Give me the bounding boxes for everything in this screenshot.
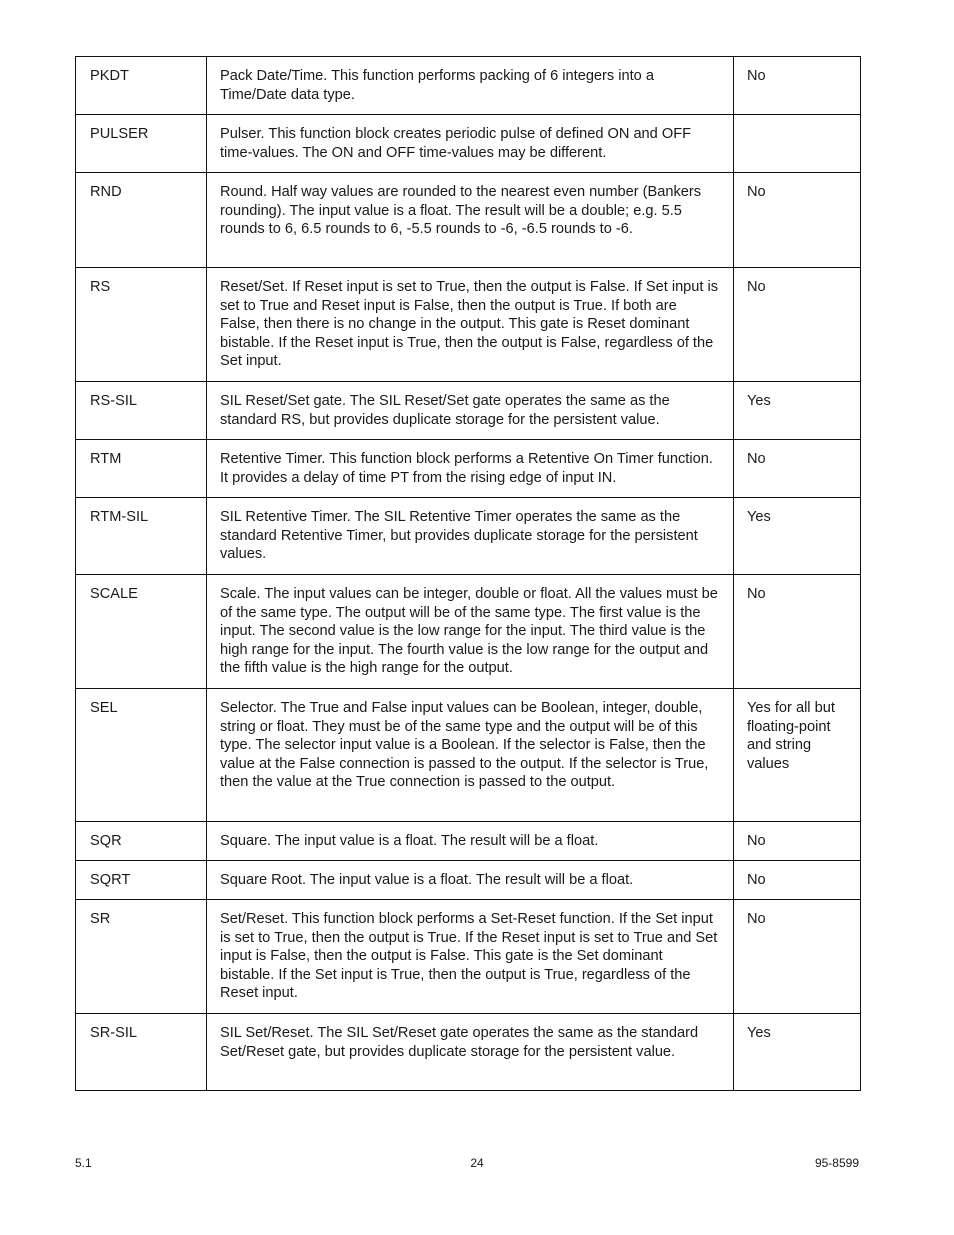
table-row [76,382,861,440]
function-name: RTM [76,440,207,498]
function-description: Square. The input value is a float. The result will be a float. [207,822,734,861]
function-name: RND [76,173,207,268]
sil-support: No [734,268,861,382]
function-name: SQR [76,822,207,861]
function-description: SIL Reset/Set gate. The SIL Reset/Set gate operates the same as the standard RS, but provides duplicate storage for the persistent value. [207,382,734,440]
function-description: Round. Half way values are rounded to the nearest even number (Bankers rounding). The input value is a float. The result will be a double; e.g. 5.5 rounds to 6, 6.5 rounds to 6, -5.5 rounds to -6, -6.5 rounds to -6. [207,173,734,268]
footer-page-number: 24 [470,1156,484,1170]
sil-support: No [734,900,861,1014]
table-row [76,575,861,689]
table-row [76,173,861,268]
function-table-body [76,57,861,1091]
function-description: Square Root. The input value is a float. The result will be a float. [207,861,734,900]
table-row [76,498,861,575]
sil-support: No [734,822,861,861]
sil-support: No [734,440,861,498]
sil-support: No [734,57,861,115]
function-name: SR-SIL [76,1014,207,1091]
table-row [76,1014,861,1091]
function-description: SIL Set/Reset. The SIL Set/Reset gate operates the same as the standard Set/Reset gate, but provides duplicate storage for the persistent value. [207,1014,734,1091]
function-description: Scale. The input values can be integer, double or float. All the values must be of the same type. The output will be of the same type. The first value is the input. The second value is the low range for the input. The third value is the high range for the input. The fourth value is the low range for the output and the fifth value is the high range for the output. [207,575,734,689]
sil-support: Yes for all but floating-point and string values [734,689,861,822]
function-name: SEL [76,689,207,822]
table-row [76,268,861,382]
footer-version: 5.1 [75,1156,92,1170]
sil-support: Yes [734,498,861,575]
function-name: PULSER [76,115,207,173]
function-description: Pack Date/Time. This function performs packing of 6 integers into a Time/Date data type. [207,57,734,115]
sil-support: Yes [734,382,861,440]
footer-doc-number: 95-8599 [814,1156,859,1170]
table-row [76,861,861,900]
sil-support: No [734,575,861,689]
function-description: Pulser. This function block creates periodic pulse of defined ON and OFF time-values. The ON and OFF time-values may be different. [207,115,734,173]
table-row [76,440,861,498]
function-name: SQRT [76,861,207,900]
function-name: SCALE [76,575,207,689]
sil-support: No [734,173,861,268]
function-description: Reset/Set. If Reset input is set to True, then the output is False. If Set input is set to True and Reset input is False, then the output is True. If both are False, then there is no change in the output. This gate is Reset dominant bistable. If the Reset input is True, then the output is False, regardless of the Set input. [207,268,734,382]
function-name: RS-SIL [76,382,207,440]
table-row [76,900,861,1014]
function-name: RS [76,268,207,382]
table-row [76,822,861,861]
sil-support: Yes [734,1014,861,1091]
function-name: RTM-SIL [76,498,207,575]
function-name: PKDT [76,57,207,115]
sil-support [734,115,861,173]
function-name: SR [76,900,207,1014]
function-description: SIL Retentive Timer. The SIL Retentive Timer operates the same as the standard Retentive Timer, but provides duplicate storage for the persistent values. [207,498,734,575]
function-table [75,56,861,1091]
table-row [76,57,861,115]
function-description: Selector. The True and False input values can be Boolean, integer, double, string or float. They must be of the same type and the output will be of this type. The selector input value is a Boolean. If the selector is False, then the value at the False connection is passed to the output. If the selector is True, then the value at the True connection is passed to the output. [207,689,734,822]
sil-support: No [734,861,861,900]
table-row [76,689,861,822]
function-description: Set/Reset. This function block performs a Set-Reset function. If the Set input is set to True, then the output is True. If the Reset input is set to True and Set input is False, then the output is False. This gate is the Set dominant bistable. If the Set input is True, then the output is True, regardless of the Reset input. [207,900,734,1014]
function-description: Retentive Timer. This function block performs a Retentive On Timer function. It provides a delay of time PT from the rising edge of input IN. [207,440,734,498]
table-row [76,115,861,173]
